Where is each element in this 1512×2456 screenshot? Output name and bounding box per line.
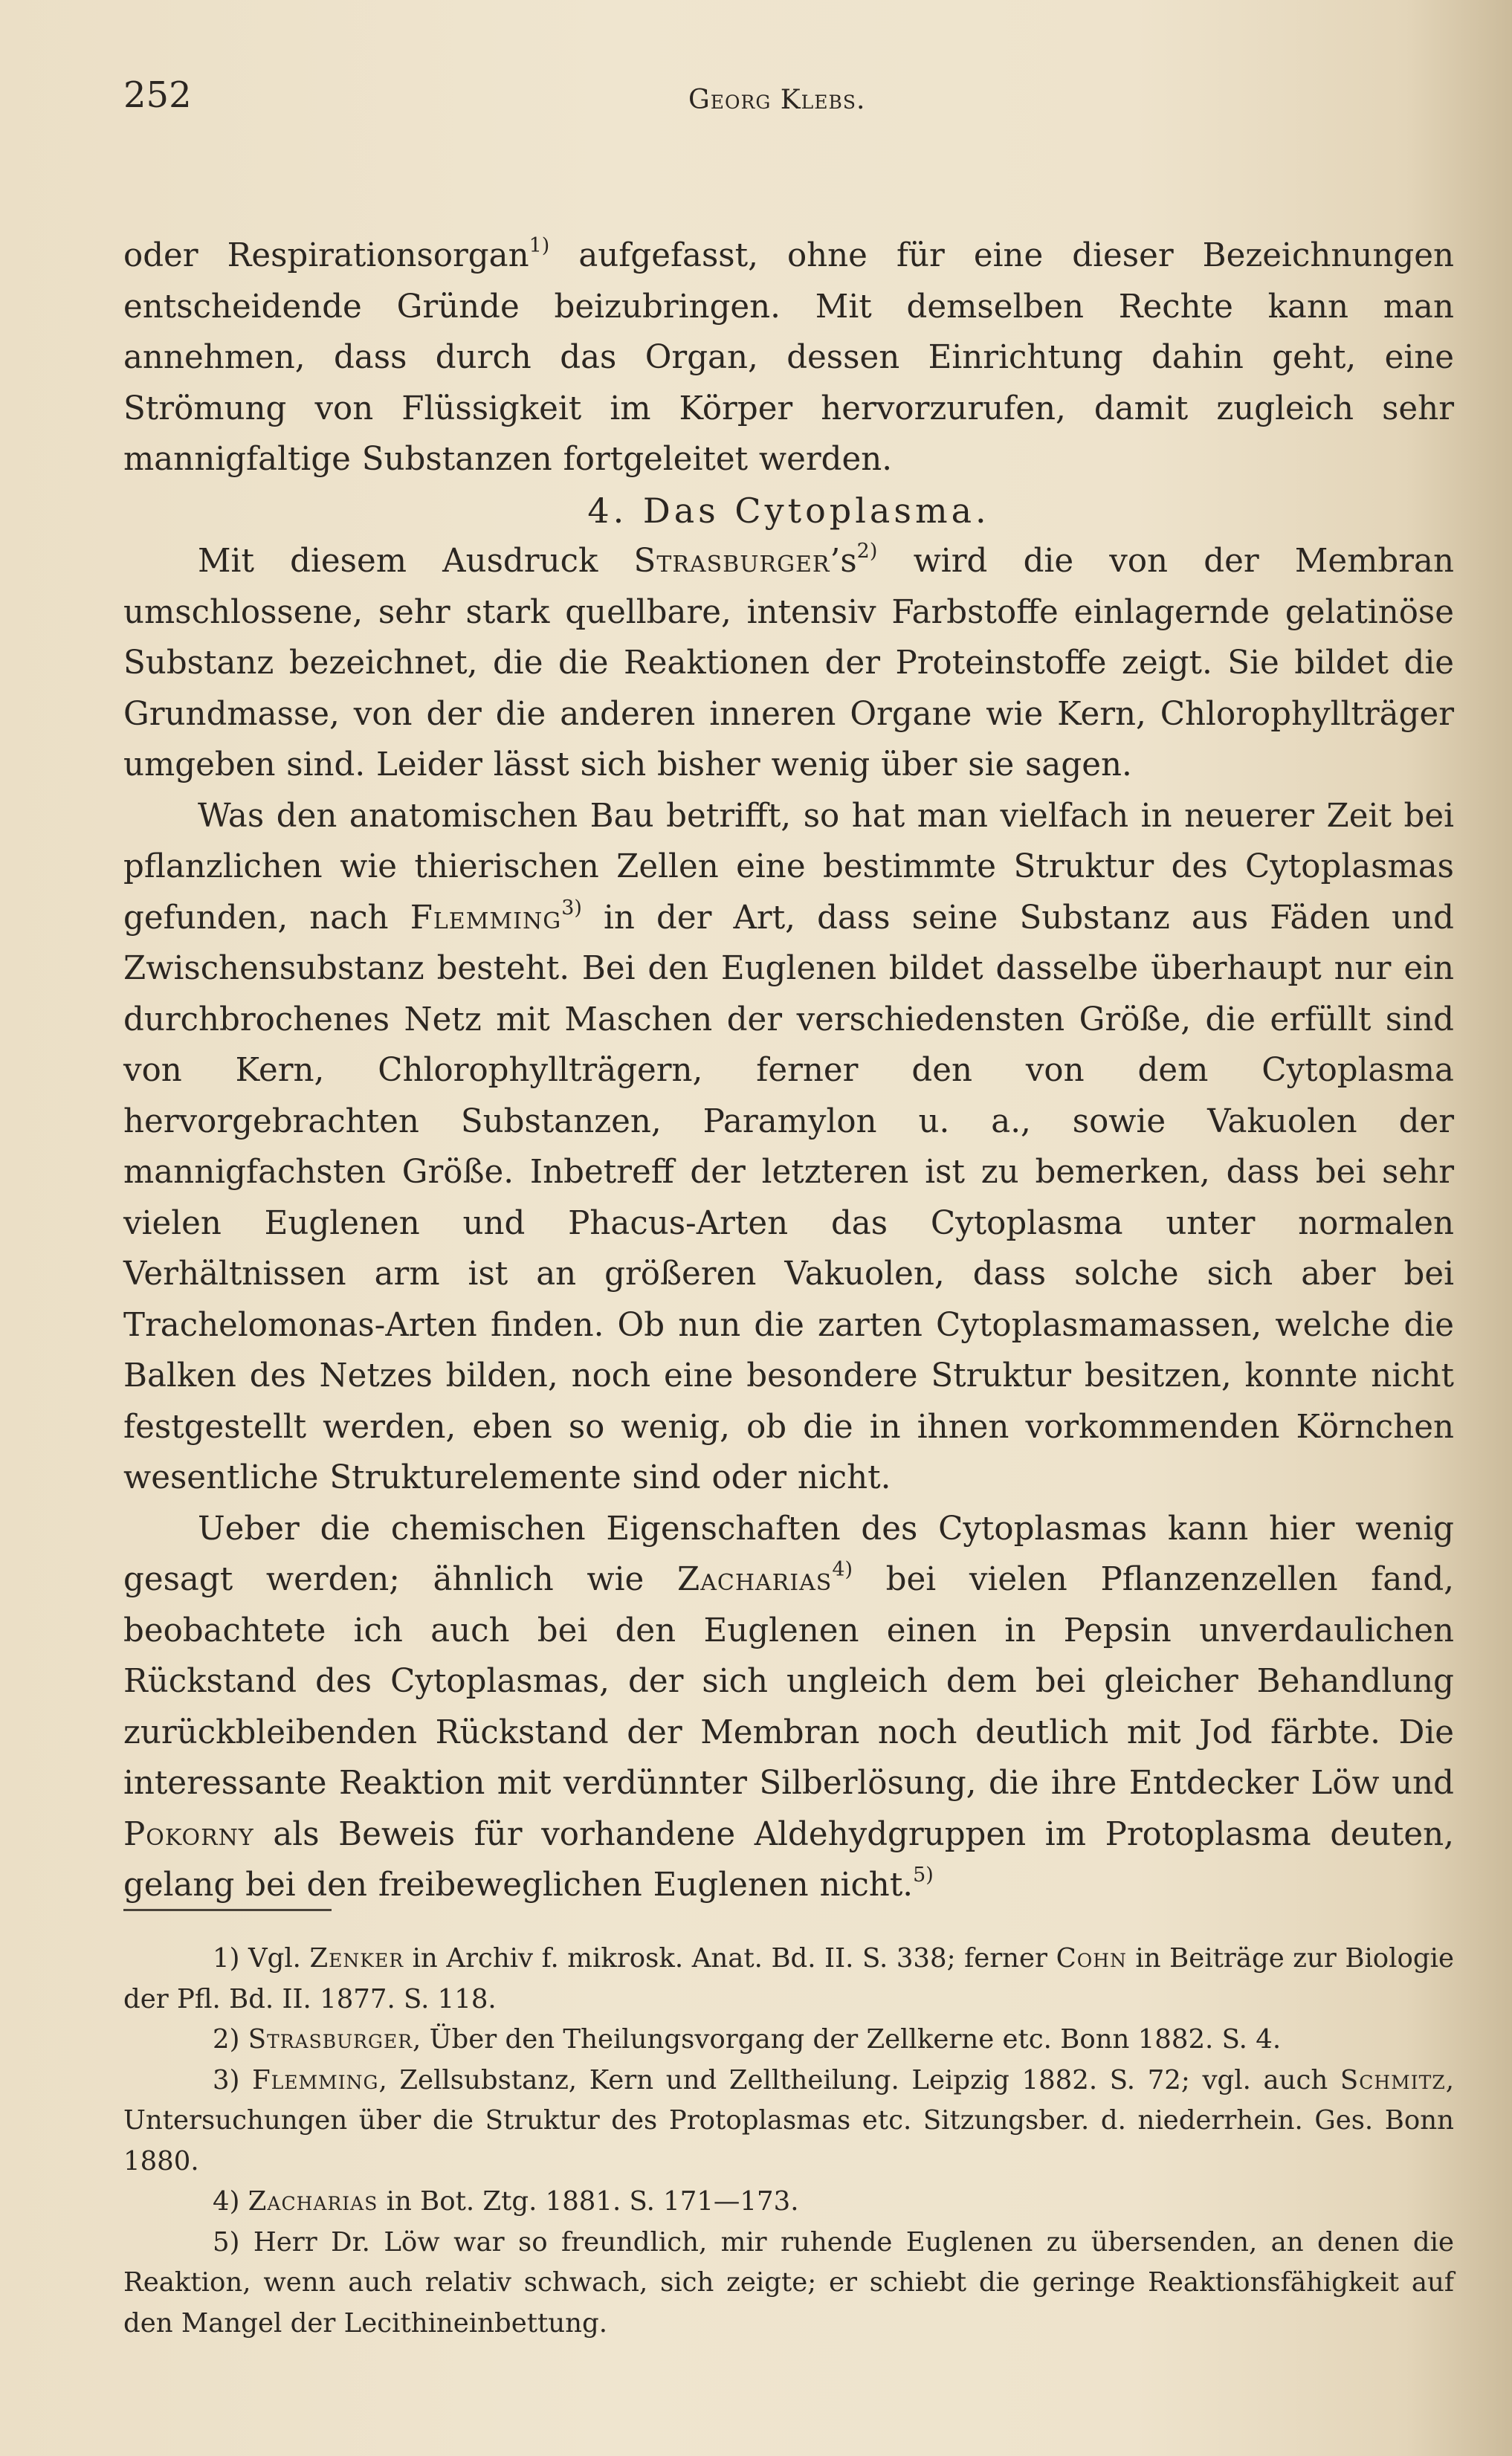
- text-run: Ueber die chemischen Eigenschaften des Cytoplasmas kann hier wenig gesagt werden; ähnlich wie: [123, 1510, 1454, 1598]
- footnote-1: [123, 1939, 1454, 2020]
- text-run: bei vielen Pflanzenzellen fand, beobachtete ich auch bei den Euglenen einen in Pepsin unverdaulichen Rückstand des Cytoplasmas, der sich ungleich dem bei gleicher Behandlung zurückbleibenden Rückstand der Membran noch deutlich mit Jod färbte. Die interessante Reaktion mit verdünnter Silberlösung, die ihre Entdecker Löw und: [123, 1561, 1454, 1802]
- text-run: Herr Dr. Löw war so freundlich, mir ruhende Euglenen zu übersenden, an denen die Reaktion, wenn auch relativ schwach, sich zeigte; er schiebt die geringe Reaktionsfähigkeit auf den Mangel der Lecithineinbettung.: [123, 2226, 1454, 2339]
- text-run: Vgl.: [239, 1943, 310, 1974]
- footnote-ref-4: 4): [832, 1558, 853, 1582]
- author-name-flemming: Flemming: [410, 899, 562, 937]
- paragraph-1: [123, 230, 1454, 485]
- text-run: als Beweis für vorhandene Aldehydgruppen im Protoplasma deuten, gelang bei den freibeweglichen Euglenen nicht.: [123, 1815, 1454, 1904]
- page-number: 252: [123, 74, 192, 116]
- author-name-cohn: Cohn: [1056, 1943, 1127, 1974]
- footnote-ref-2: 2): [856, 540, 878, 563]
- footnote-number: 5): [213, 2226, 240, 2258]
- author-name-zacharias: Zacharias: [248, 2186, 378, 2217]
- author-name-schmitz: Schmitz: [1340, 2064, 1446, 2095]
- footnote-divider: [123, 1909, 332, 1911]
- footnote-4: [123, 2182, 1454, 2223]
- footnote-number: 2): [213, 2024, 240, 2055]
- text-run: in der Art, dass seine Substanz aus Fäden und Zwischensubstanz besteht. Bei den Euglenen bildet dasselbe überhaupt nur ein durchbrochenes Netz mit Maschen der verschiedensten Größe, die erfüllt sind von Kern, Chlorophyllträgern, ferner den von dem Cytoplasma hervorgebrachten Substanzen, Paramylon u. a., sowie Vakuolen der mannigfachsten Größe. Inbetreff der letzteren ist zu bemerken, dass bei sehr vielen Euglenen und Phacus-Arten das Cytoplasma unter normalen Verhältnissen arm ist an größeren Vakuolen, dass solche sich aber bei Trachelomonas-Arten finden. Ob nun die zarten Cytoplasmamassen, welche die Balken des Netzes bilden, noch eine besondere Struktur besitzen, konnte nicht festgestellt werden, eben so wenig, ob die in ihnen vorkommenden Körnchen wesentliche Strukturelemente sind oder nicht.: [123, 899, 1455, 1496]
- footnote-number: 4): [213, 2186, 240, 2217]
- paragraph-4: [123, 1504, 1454, 1911]
- text-run: oder Respirationsorgan: [123, 237, 529, 274]
- text-run: , Untersuchungen über die Struktur des Protoplasmas etc. Sitzungsber. d. niederrhein. Ges. Bonn 1880.: [123, 2064, 1454, 2177]
- section-heading: 4. Das Cytoplasma.: [587, 490, 990, 531]
- footnote-number: 1): [213, 1943, 240, 1974]
- text-run: Mit diesem Ausdruck: [198, 543, 634, 580]
- text-run: in Archiv f. mikrosk. Anat. Bd. II. S. 338; ferner: [404, 1943, 1056, 1974]
- text-run: in Beiträge zur Biologie der Pfl. Bd. II. 1877. S. 118.: [123, 1943, 1454, 2014]
- footnote-number: 3): [213, 2064, 240, 2095]
- text-run: , Zellsubstanz, Kern und Zelltheilung. Leipzig 1882. S. 72; vgl. auch: [378, 2064, 1340, 2095]
- text-run: , Über den Theilungsvorgang der Zellkerne etc. Bonn 1882. S. 4.: [413, 2024, 1282, 2055]
- author-name-pokorny: Pokorny: [123, 1815, 254, 1853]
- author-name-flemming: Flemming: [252, 2064, 379, 2095]
- text-run: wird die von der Membran umschlossene, sehr stark quellbare, intensiv Farbstoffe einlagernde gelatinöse Substanz bezeichnet, die die Reaktionen der Proteinstoffe zeigt. Sie bildet die Grundmasse, von der die anderen inneren Organe wie Kern, Chlorophyllträger umgeben sind. Leider lässt sich bisher wenig über sie sagen.: [123, 543, 1454, 783]
- running-head: [123, 74, 1454, 134]
- footnote-3: [123, 2061, 1454, 2182]
- book-page: [123, 74, 1455, 2339]
- author-name-zenker: Zenker: [309, 1943, 404, 1974]
- paragraph-3: [123, 791, 1454, 1504]
- footnote-ref-3: 3): [561, 896, 582, 920]
- footnote-5: [123, 2223, 1454, 2344]
- running-head-author: Georg Klebs.: [688, 85, 866, 115]
- author-name-strasburger: Strasburger: [633, 543, 830, 580]
- footnote-ref-5: 5): [913, 1864, 934, 1887]
- paragraph-2: [123, 536, 1454, 791]
- text-run: Was den anatomischen Bau betrifft, so hat man vielfach in neuerer Zeit bei pflanzlichen wie thierischen Zellen eine bestimmte Struktur des Cytoplasmas gefunden, nach: [123, 797, 1454, 937]
- footnote-ref-1: 1): [529, 234, 550, 258]
- footnote-2: [123, 2020, 1454, 2061]
- text-run: in Bot. Ztg. 1881. S. 171—173.: [378, 2186, 799, 2217]
- author-name-zacharias: Zacharias: [676, 1561, 833, 1598]
- author-name-strasburger: Strasburger: [248, 2024, 413, 2055]
- footnotes: [123, 1939, 1454, 2344]
- text-run: ’s: [830, 543, 857, 580]
- body-text: [123, 230, 1454, 1911]
- text-run: aufgefasst, ohne für eine dieser Bezeichnungen entscheidende Gründe beizubringen. Mit demselben Rechte kann man annehmen, dass durch das Organ, dessen Einrichtung dahin geht, eine Strömung von Flüssigkeit im Körper hervorzurufen, damit zugleich sehr mannigfaltige Substanzen fortgeleitet werden.: [123, 237, 1454, 478]
